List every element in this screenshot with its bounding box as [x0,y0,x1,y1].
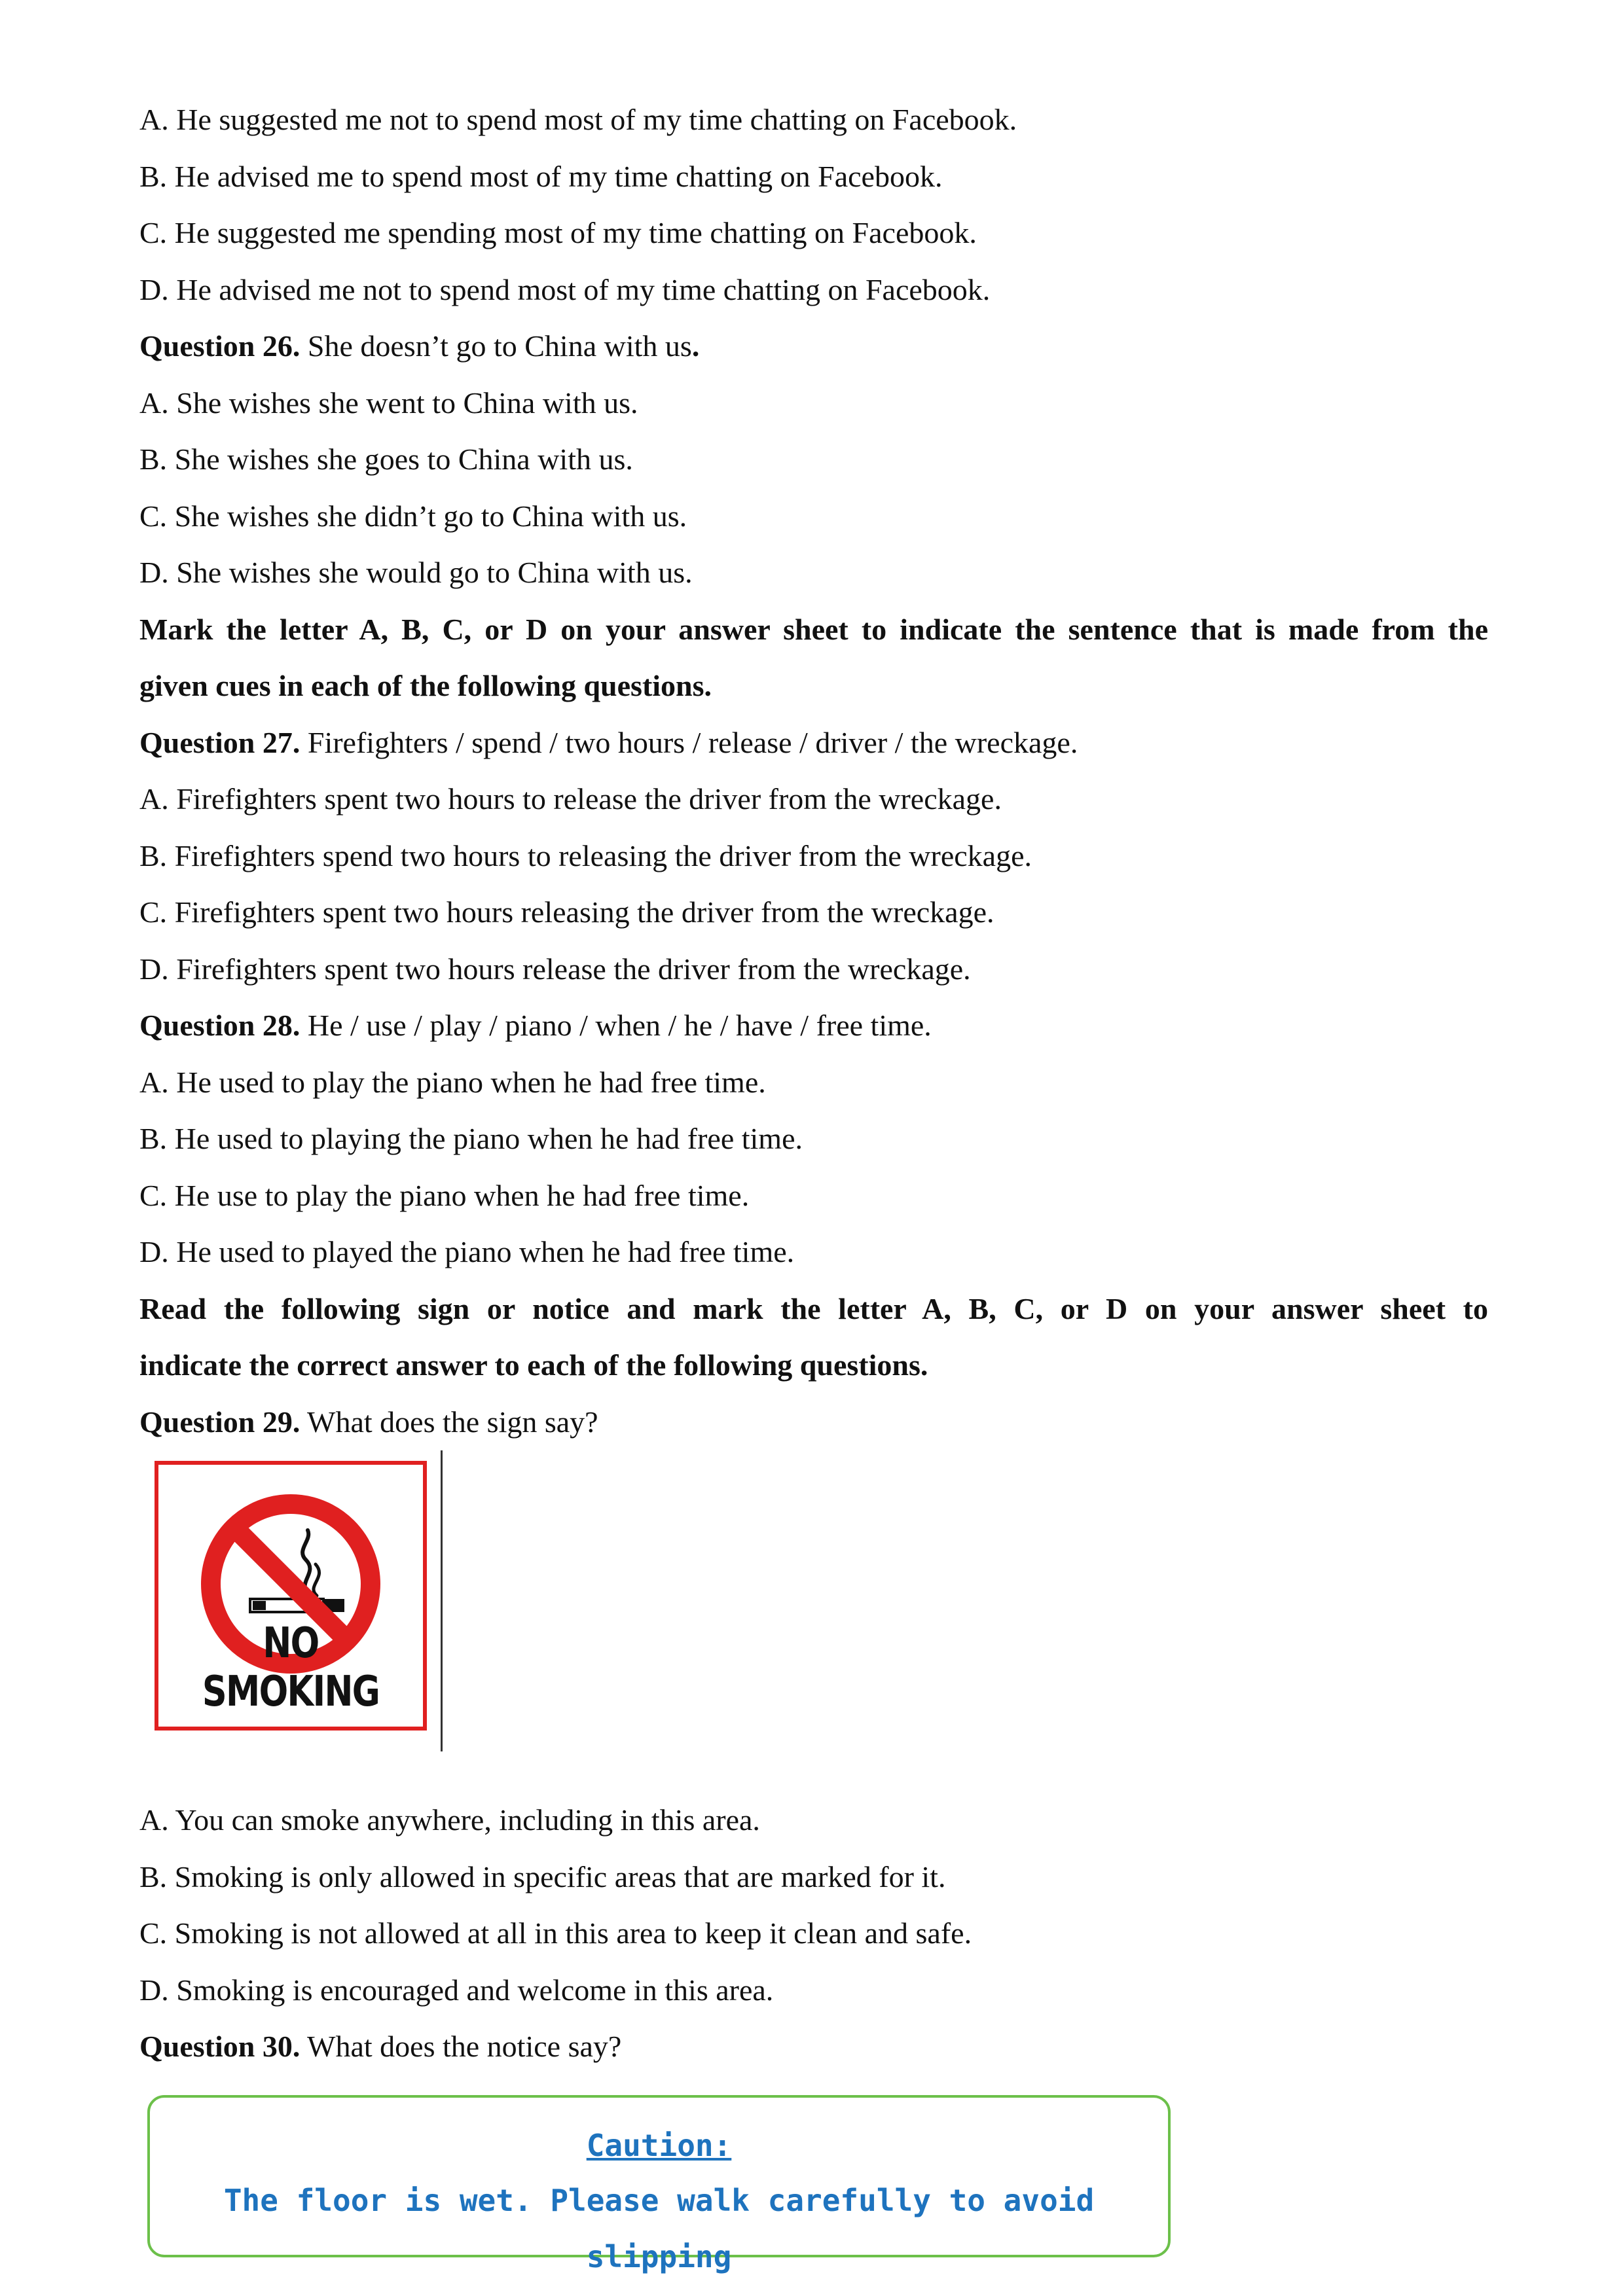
instruction-1-line-2: given cues in each of the following questions. [139,669,712,702]
question-26 [139,318,1488,375]
caution-notice [147,2095,1171,2274]
question-27 [139,715,1488,772]
q27-option-d: D. Firefighters spent two hours release the driver from the wreckage. [139,952,971,986]
no-smoking-sign [155,1461,427,1731]
notice-body: The floor is wet. Please walk carefully to avoid slipping [223,2182,1095,2274]
sign-divider [441,1450,443,1751]
question-30-number: Question 30. [139,2030,301,2063]
question-28-number: Question 28. [139,1009,301,1042]
q27-option-c: C. Firefighters spent two hours releasing the driver from the wreckage. [139,895,994,929]
q26-option-a: A. She wishes she went to China with us. [139,386,638,420]
q28-option-b: B. He used to playing the piano when he had free time. [139,1122,803,1155]
instruction-sign-notice [139,1281,1488,1394]
q28-option-d: D. He used to played the piano when he had free time. [139,1235,795,1268]
question-30-stem: What does the notice say? [300,2030,622,2063]
q26-option-c: C. She wishes she didn’t go to China with us. [139,499,687,533]
question-28-stem: He / use / play / piano / when / he / have / free time. [300,1009,932,1042]
question-26-stem: She doesn’t go to China with us [300,329,692,363]
q29-option-b: B. Smoking is only allowed in specific areas that are marked for it. [139,1859,946,1893]
question-28 [139,997,1488,1054]
notice-title: Caution: [586,2127,732,2163]
q25-option-a: A. He suggested me not to spend most of my time chatting on Facebook. [139,103,1017,136]
question-26-number: Question 26. [139,329,301,363]
q28-option-a: A. He used to play the piano when he had free time. [139,1065,766,1099]
q29-option-c: C. Smoking is not allowed at all in this area to keep it clean and safe. [139,1916,972,1950]
q27-option-b: B. Firefighters spend two hours to releasing the driver from the wreckage. [139,838,1032,872]
no-smoking-sign-figure [139,1450,1488,1792]
q25-option-b: B. He advised me to spend most of my time chatting on Facebook. [139,159,943,193]
instruction-2-line-2: indicate the correct answer to each of the following questions. [139,1348,928,1382]
q29-option-d: D. Smoking is encouraged and welcome in this area. [139,1973,774,2007]
question-27-stem: Firefighters / spend / two hours / release / driver / the wreckage. [300,725,1078,759]
question-29-number: Question 29. [139,1405,301,1439]
question-26-stem-end: . [691,329,700,363]
instruction-2-line-1: Read the following sign or notice and mark the letter A, B, C, or D on your answer sheet to [139,1291,1488,1325]
q26-option-d: D. She wishes she would go to China with us. [139,556,693,589]
instruction-sentence-building [139,601,1488,715]
q29-option-a: A. You can smoke anywhere, including in this area. [139,1803,760,1837]
q26-option-b: B. She wishes she goes to China with us. [139,442,633,476]
q27-option-a: A. Firefighters spent two hours to release the driver from the wreckage. [139,782,1002,816]
instruction-1-line-1: Mark the letter A, B, C, or D on your answer sheet to indicate the sentence that is made from the [139,612,1488,646]
sign-text: NO SMOKING [202,1619,380,1716]
exam-page [139,92,1488,2274]
question-30 [139,2018,1488,2075]
question-29 [139,1394,1488,1451]
q28-option-c: C. He use to play the piano when he had free time. [139,1178,750,1212]
question-29-stem: What does the sign say? [300,1405,598,1439]
q25-option-c: C. He suggested me spending most of my time chatting on Facebook. [139,216,977,249]
question-27-number: Question 27. [139,725,301,759]
q25-option-d: D. He advised me not to spend most of my time chatting on Facebook. [139,272,991,306]
